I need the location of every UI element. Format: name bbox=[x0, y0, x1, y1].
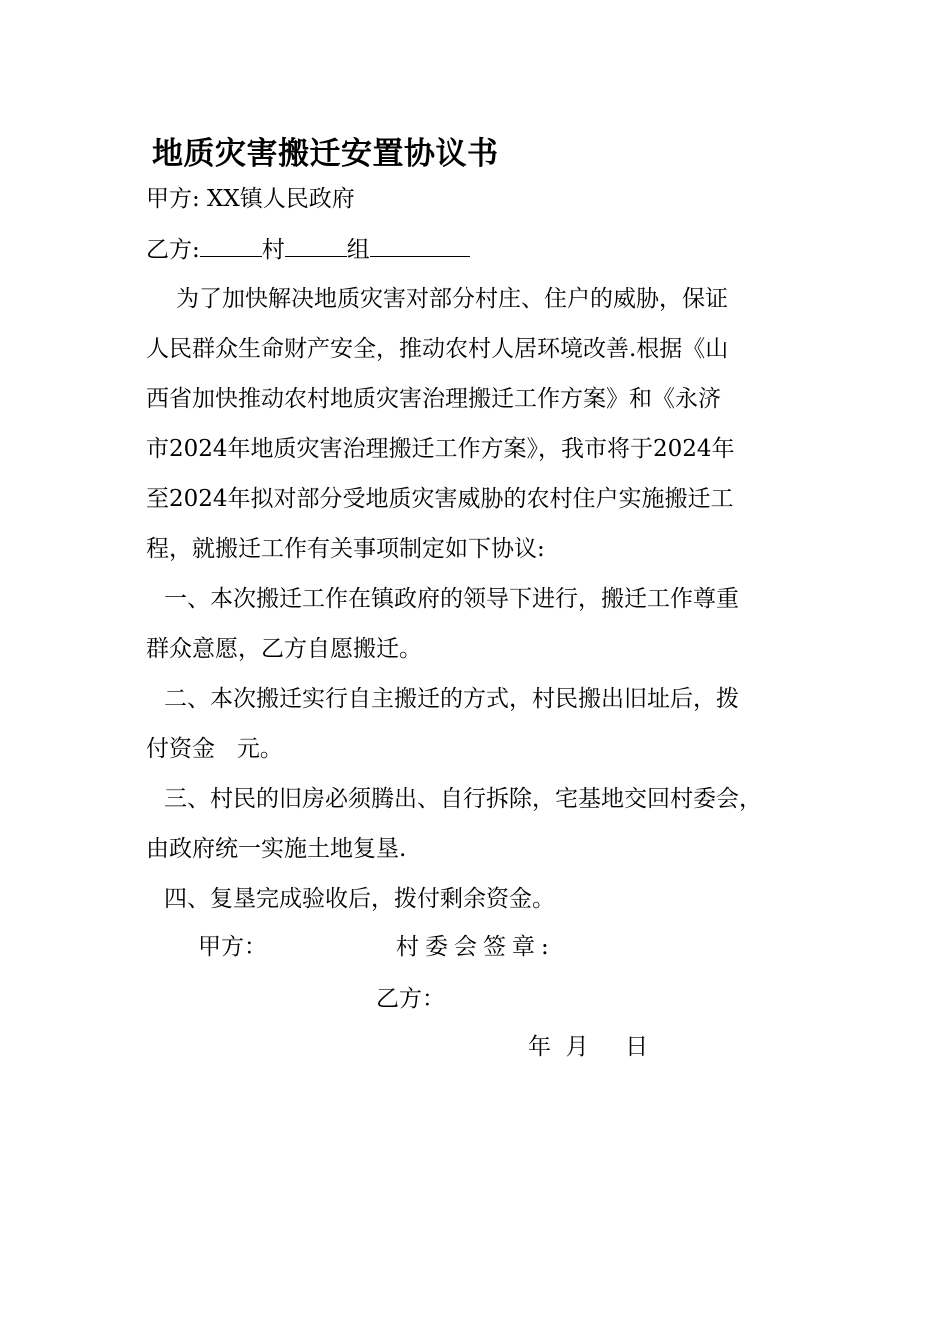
clause-two-line: 付资金 元。 bbox=[146, 736, 283, 762]
party-b-line bbox=[146, 234, 470, 265]
body-line: 市2024年地质灾害治理搬迁工作方案》，我市将于2024年 bbox=[146, 436, 735, 462]
village-blank bbox=[200, 234, 262, 257]
document-title: 地质灾害搬迁安置协议书 bbox=[152, 136, 499, 172]
group-label: 组 bbox=[346, 237, 370, 263]
group-blank bbox=[285, 234, 347, 257]
party-b-signature-label: 乙方： bbox=[376, 986, 445, 1012]
clause-three-line: 三、村民的旧房必须腾出、自行拆除，宅基地交回村委会， bbox=[164, 786, 762, 812]
village-label: 村 bbox=[261, 237, 285, 263]
body-line: 程，就搬迁工作有关事项制定如下协议: bbox=[146, 536, 545, 562]
clause-four-line: 四、复垦完成验收后，拨付剩余资金。 bbox=[164, 886, 555, 912]
name-blank bbox=[370, 234, 470, 257]
party-b-prefix: 乙方: bbox=[146, 237, 200, 263]
party-a-signature-label: 甲方： bbox=[198, 934, 267, 960]
clause-one-line: 群众意愿，乙方自愿搬迁。 bbox=[146, 636, 422, 662]
party-a-line: 甲方: XX镇人民政府 bbox=[146, 186, 355, 212]
date-label: 年 月 日 bbox=[528, 1034, 649, 1060]
body-line: 人民群众生命财产安全，推动农村人居环境改善.根据《山 bbox=[146, 336, 729, 362]
body-line: 为了加快解决地质灾害对部分村庄、住户的威胁，保证 bbox=[176, 286, 728, 312]
clause-one-line: 一、本次搬迁工作在镇政府的领导下进行，搬迁工作尊重 bbox=[164, 586, 739, 612]
clause-three-line: 由政府统一实施土地复垦. bbox=[146, 836, 407, 862]
body-line: 西省加快推动农村地质灾害治理搬迁工作方案》和《永济 bbox=[146, 386, 721, 412]
clause-two-line: 二、本次搬迁实行自主搬迁的方式，村民搬出旧址后，拨 bbox=[164, 686, 739, 712]
body-line: 至2024年拟对部分受地质灾害威胁的农村住户实施搬迁工 bbox=[146, 486, 734, 512]
committee-seal-label: 村委会签章: bbox=[396, 934, 555, 960]
